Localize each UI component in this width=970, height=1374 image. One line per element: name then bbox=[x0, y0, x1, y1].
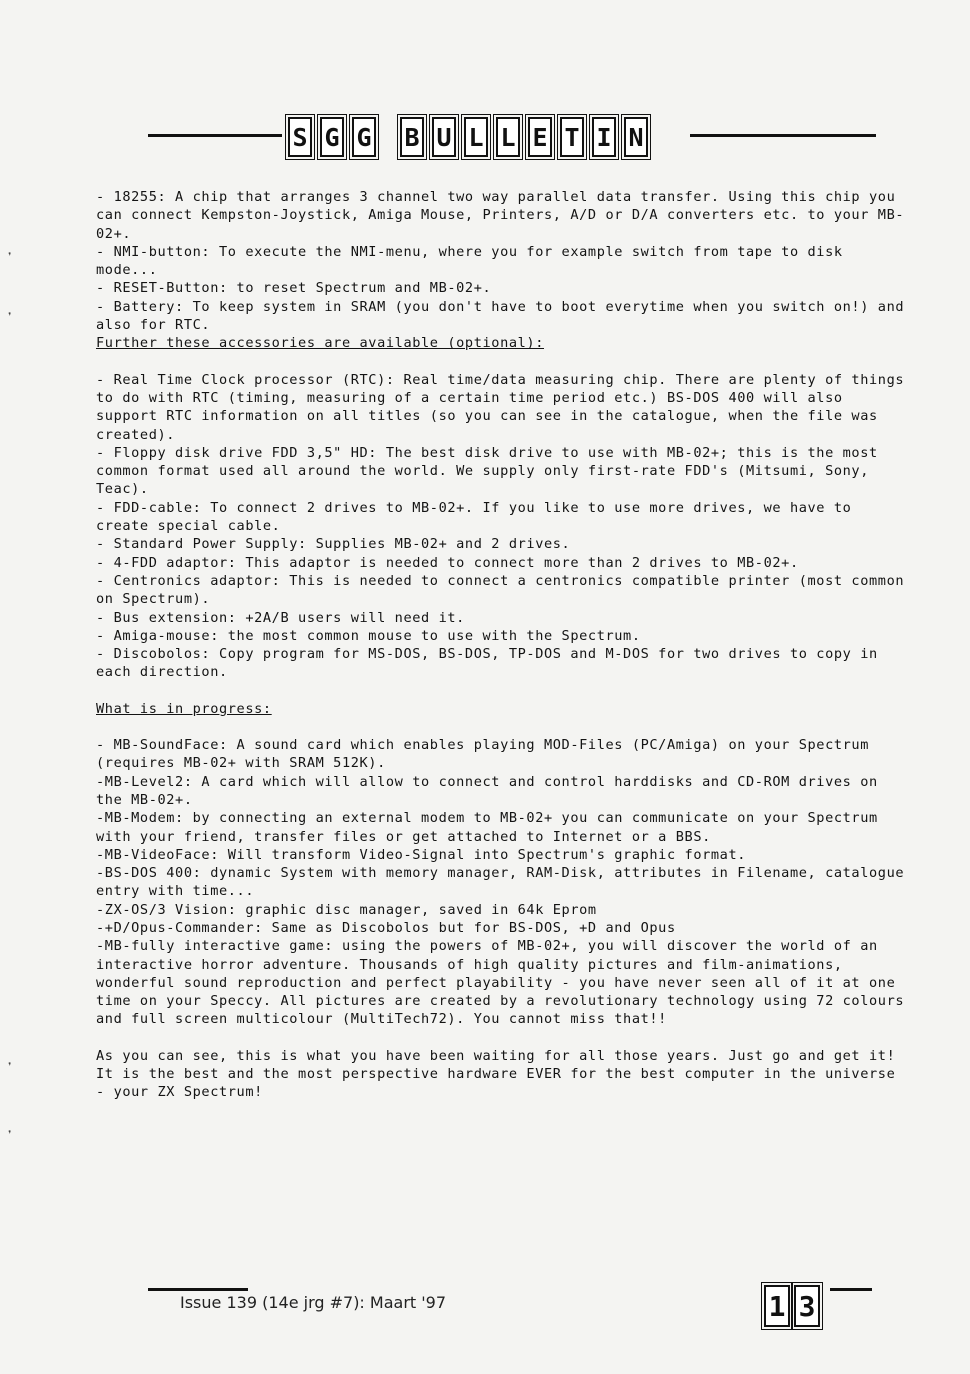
list-item: - MB-SoundFace: A sound card which enables playing MOD-Files (PC/Amiga) on your Spectrum (requires MB-02+ with SRAM 512K). bbox=[96, 737, 870, 772]
spacer bbox=[96, 682, 906, 700]
masthead-word-bulletin bbox=[397, 117, 651, 157]
list-item: -MB-Level2: A card which will allow to connect and control harddisks and CD-ROM drives on the MB-02+. bbox=[96, 773, 878, 808]
logo-letter: L bbox=[496, 117, 520, 157]
logo-letter: L bbox=[464, 117, 488, 157]
logo-letter: B bbox=[400, 117, 424, 157]
binding-mark: ❜ bbox=[6, 1128, 14, 1142]
masthead-word-sgg bbox=[285, 117, 379, 157]
list-item: -MB-Modem: by connecting an external modem to MB-02+ you can communicate on your Spectrum with your friend, transfer files or get attached to Internet or a BBS. bbox=[96, 810, 878, 845]
logo-letter: U bbox=[432, 117, 456, 157]
footer-rule-left bbox=[148, 1288, 248, 1291]
section-heading-accessories: Further these accessories are available (optional): bbox=[96, 335, 544, 352]
closing-paragraph: As you can see, this is what you have been waiting for all those years. Just go and get it! It is the best and the most perspective hardware EVER for the best computer in the universe - your ZX Spectrum! bbox=[96, 1047, 896, 1101]
article-body bbox=[96, 188, 906, 1102]
spacer bbox=[96, 353, 906, 371]
logo-letter: I bbox=[592, 117, 616, 157]
paragraph: - RESET-Button: to reset Spectrum and MB-02+. bbox=[96, 280, 492, 297]
list-item: - FDD-cable: To connect 2 drives to MB-02+. If you like to use more drives, we have to create special cable. bbox=[96, 499, 852, 535]
logo-letter: S bbox=[288, 117, 312, 157]
paragraph: - NMI-button: To execute the NMI-menu, where you for example switch from tape to disk mode... bbox=[96, 243, 843, 279]
list-item: - 4-FDD adaptor: This adaptor is needed to connect more than 2 drives to MB-02+. bbox=[96, 554, 799, 571]
paragraph: - 18255: A chip that arranges 3 channel two way parallel data transfer. Using this chip you can connect Kempston-Joystick, Amiga Mouse, Printers, A/D or D/A converters etc. to your MB-02+. bbox=[96, 189, 905, 242]
issue-info: Issue 139 (14e jrg #7): Maart '97 bbox=[180, 1293, 447, 1312]
list-item: - Floppy disk drive FDD 3,5" HD: The best disk drive to use with MB-02+; this is the most common format used all around the world. We supply only first-rate FDD's (Mitsumi, Sony, Teac). bbox=[96, 444, 878, 498]
page-digit: 3 bbox=[794, 1285, 820, 1327]
binding-mark: ❜ bbox=[6, 310, 14, 324]
list-item: -MB-VideoFace: Will transform Video-Signal into Spectrum's graphic format. bbox=[96, 846, 747, 863]
page-digit: 1 bbox=[764, 1285, 790, 1327]
paragraph: - Battery: To keep system in SRAM (you don't have to boot everytime when you switch on!) and also for RTC. bbox=[96, 298, 905, 334]
masthead-logo bbox=[285, 117, 651, 157]
binding-mark: ❜ bbox=[6, 250, 14, 264]
list-item: - Standard Power Supply: Supplies MB-02+ and 2 drives. bbox=[96, 536, 571, 553]
logo-letter: G bbox=[352, 117, 376, 157]
binding-mark: ❜ bbox=[6, 1060, 14, 1074]
list-item: -ZX-OS/3 Vision: graphic disc manager, saved in 64k Eprom bbox=[96, 901, 597, 918]
logo-letter: G bbox=[320, 117, 344, 157]
footer-rule-right bbox=[830, 1288, 872, 1291]
list-item: - Discobolos: Copy program for MS-DOS, BS-DOS, TP-DOS and M-DOS for two drives to copy in each direction. bbox=[96, 646, 878, 681]
logo-letter: N bbox=[624, 117, 648, 157]
list-item: - Amiga-mouse: the most common mouse to use with the Spectrum. bbox=[96, 627, 641, 644]
logo-letter: E bbox=[528, 117, 552, 157]
list-item: - Bus extension: +2A/B users will need it. bbox=[96, 609, 465, 626]
list-item: -BS-DOS 400: dynamic System with memory manager, RAM-Disk, attributes in Filename, catalogue entry with time... bbox=[96, 865, 905, 900]
header-rule-left bbox=[148, 134, 282, 137]
logo-letter: T bbox=[560, 117, 584, 157]
section-heading-progress: What is in progress: bbox=[96, 700, 272, 717]
spacer bbox=[96, 718, 906, 736]
list-item: - Centronics adaptor: This is needed to connect a centronics compatible printer (most common on Spectrum). bbox=[96, 572, 905, 608]
list-item: -+D/Opus-Commander: Same as Discobolos but for BS-DOS, +D and Opus bbox=[96, 919, 676, 936]
spacer bbox=[96, 1029, 906, 1047]
page-number bbox=[762, 1285, 822, 1327]
list-item: - Real Time Clock processor (RTC): Real time/data measuring chip. There are plenty of things to do with RTC (timing, measuring of a certain time period etc.) BS-DOS 400 will also support RTC information on all titles (so you can see in the catalogue, when the file was created). bbox=[96, 371, 905, 443]
list-item: -MB-fully interactive game: using the powers of MB-02+, you will discover the world of an interactive horror adventure. Thousands of high quality pictures and film-animations, wonderful sound reproduction and perfect playability - you have never seen all of it at one time on your Speccy. All pictures are created by a revolutionary technology using 72 colours and full screen multicolour (MultiTech72). You cannot miss that!! bbox=[96, 938, 905, 1028]
header-rule-right bbox=[690, 134, 876, 137]
